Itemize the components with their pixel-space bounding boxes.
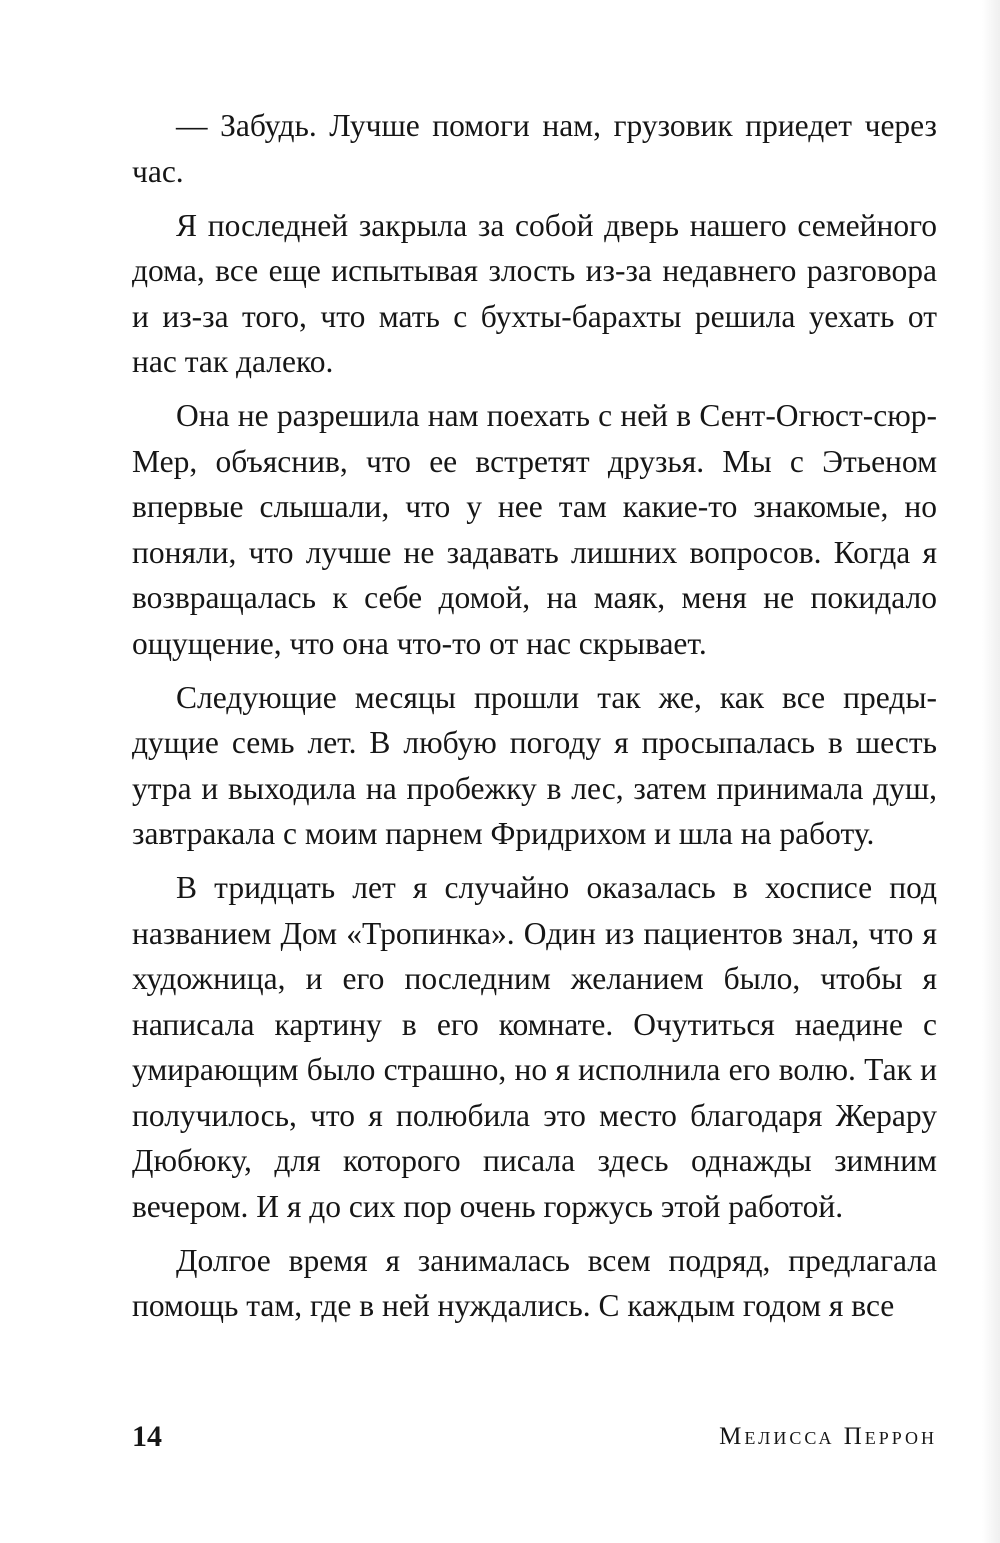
paragraph: Долгое время я занималась всем подряд, предлагала помощь там, где в ней нуждались. С каждым годом я все [132,1242,937,1324]
paragraph: — Забудь. Лучше помоги нам, грузовик приедет через час. [132,108,937,189]
page-footer [132,1415,937,1459]
page-edge-shadow [982,0,1000,1543]
paragraph: Следующие месяцы прошли так же, как все предыдущие семь лет. В любую погоду я просыпалась в шесть утра и выходила на пробежку в лес, затем принимала душ, завтракала с моим парнем Фридрихом и шла на работу. [132,679,937,852]
body-text [132,103,937,1338]
paragraph: В тридцать лет я случайно оказалась в хосписе под названием Дом «Тропинка». Один из пациентов знал, что я художница, и его последним желанием было, чтобы я написала картину в его комнате. Очутиться наедине с умирающим было страшно, но я исполнила его волю. Так и получилось, что я полюбила это место благодаря Жерару Дюбюку, для которого писала здесь однажды зимним вечером. И я до сих пор очень горжусь этой работой. [132,870,937,1224]
page-number: 14 [132,1420,162,1453]
paragraph: Я последней закрыла за собой дверь нашего семейного дома, все еще испытывая злость из-за недавнего разговора и из-за того, что мать с бухты-барахты решила уехать от нас так далеко. [132,207,937,380]
paragraph: Она не разрешила нам поехать с ней в Сент-Огюст-сюр-Мер, объяснив, что ее встретят друзья. Мы с Этьеном впервые слышали, что у нее там какие-то знакомые, но поняли, что лучше не задавать лишних вопросов. Когда я возвращалась к себе домой, на маяк, меня не покидало ощущение, что она что-то от нас скрывает. [132,398,937,661]
running-header-author: Мелисса Перрон [719,1423,937,1450]
